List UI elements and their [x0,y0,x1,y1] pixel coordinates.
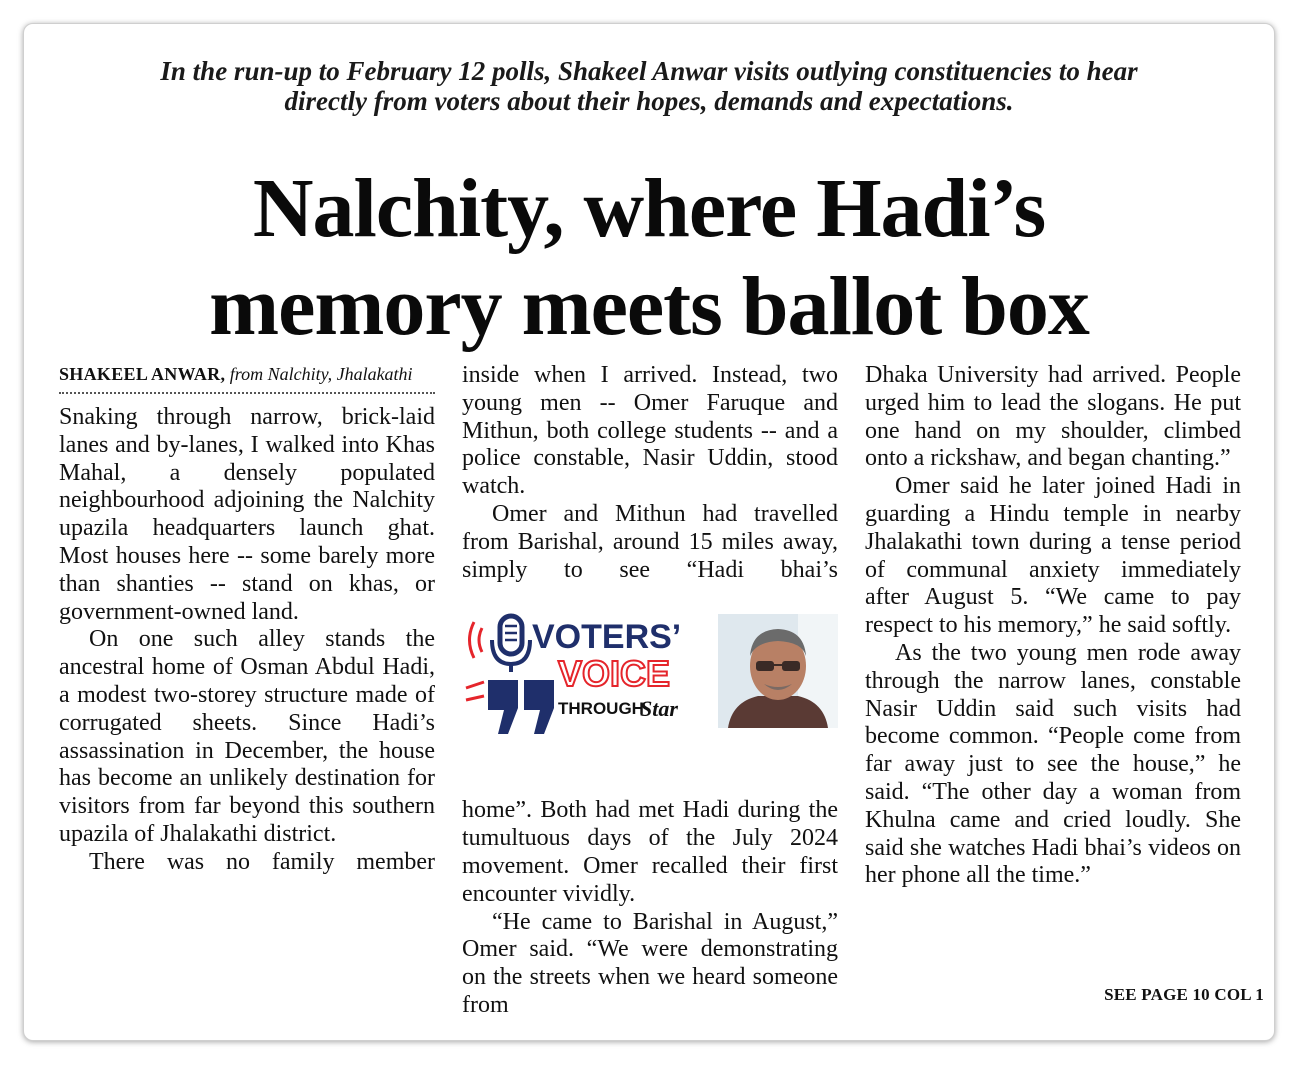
voters-voice-banner [462,610,838,785]
svg-text:VOICE: VOICE [558,653,671,695]
microphone-icon [470,616,531,672]
byline-author: SHAKEEL ANWAR, [59,364,226,384]
author-portrait-icon [718,614,838,728]
paragraph: Snaking through narrow, brick-laid lanes and by-lanes, I walked into Khas Mahal, a densely populated neighbourhood adjoining the Nalchity upazila headquarters launch ghat. Most houses here -- some barely more than shanties -- stand on khas, or government-owned land. [59,404,435,625]
article-deck: In the run-up to February 12 polls, Shakeel Anwar visits outlying constituencies to hear directly from voters about their hopes, demands and expectations. [160,56,1138,116]
byline [59,362,435,394]
svg-text:Star: Star [640,696,678,722]
paragraph: On one such alley stands the ancestral home of Osman Abdul Hadi, a modest two-storey structure made of corrugated sheets. Since Hadi’s assassination in December, the house has become an unlikely destination for visitors from far beyond this southern upazila of Jhalakathi district. [59,626,435,847]
paragraph: As the two young men rode away through the narrow lanes, constable Nasir Uddin said such visits had become common. “People come from far away just to see the house,” he said. “The other day a woman from Khulna came and cried loudly. She said she watches Hadi bhai’s videos on her phone all the time.” [865,639,1241,889]
headline-line-2: memory meets ballot box [209,260,1089,353]
author-photo [718,614,838,728]
article-column-3 [865,362,1241,890]
article-column-2 [462,362,838,1020]
paragraph: home”. Both had met Hadi during the tumultuous days of the July 2024 movement. Omer recalled their first encounter vividly. [462,797,838,907]
article-column-1 [59,362,435,877]
svg-text:THROUGH: THROUGH [558,699,644,719]
paragraph: There was no family member [89,848,435,875]
paragraph: Omer said he later joined Hadi in guarding a Hindu temple in nearby Jhalakathi town during a tense period of communal anxiety immediately after August 5. “We came to pay respect to his memory,” he said softly. [865,473,1241,639]
paragraph: inside when I arrived. Instead, two young men -- Omer Faruque and Mithun, both college students -- and a police constable, Nasir Uddin, stood watch. [462,362,838,500]
continuation-note: SEE PAGE 10 COL 1 [1104,985,1264,1004]
paragraph: “He came to Barishal in August,” Omer said. “We were demonstrating on the streets when we heard someone from [462,908,838,1018]
article-headline [24,160,1274,356]
paragraph: Dhaka University had arrived. People urged him to lead the slogans. He put one hand on my shoulder, climbed onto a rickshaw, and began chanting.” [865,362,1241,472]
quote-marks-icon [466,680,554,734]
paragraph: Omer and Mithun had travelled from Barishal, around 15 miles away, simply to see “Hadi bhai’s [462,500,838,583]
voters-voice-logo [462,610,702,740]
byline-location: from Nalchity, Jhalakathi [229,364,413,384]
svg-text:VOTERS’: VOTERS’ [532,618,682,657]
headline-line-1: Nalchity, where Hadi’s [252,162,1046,255]
